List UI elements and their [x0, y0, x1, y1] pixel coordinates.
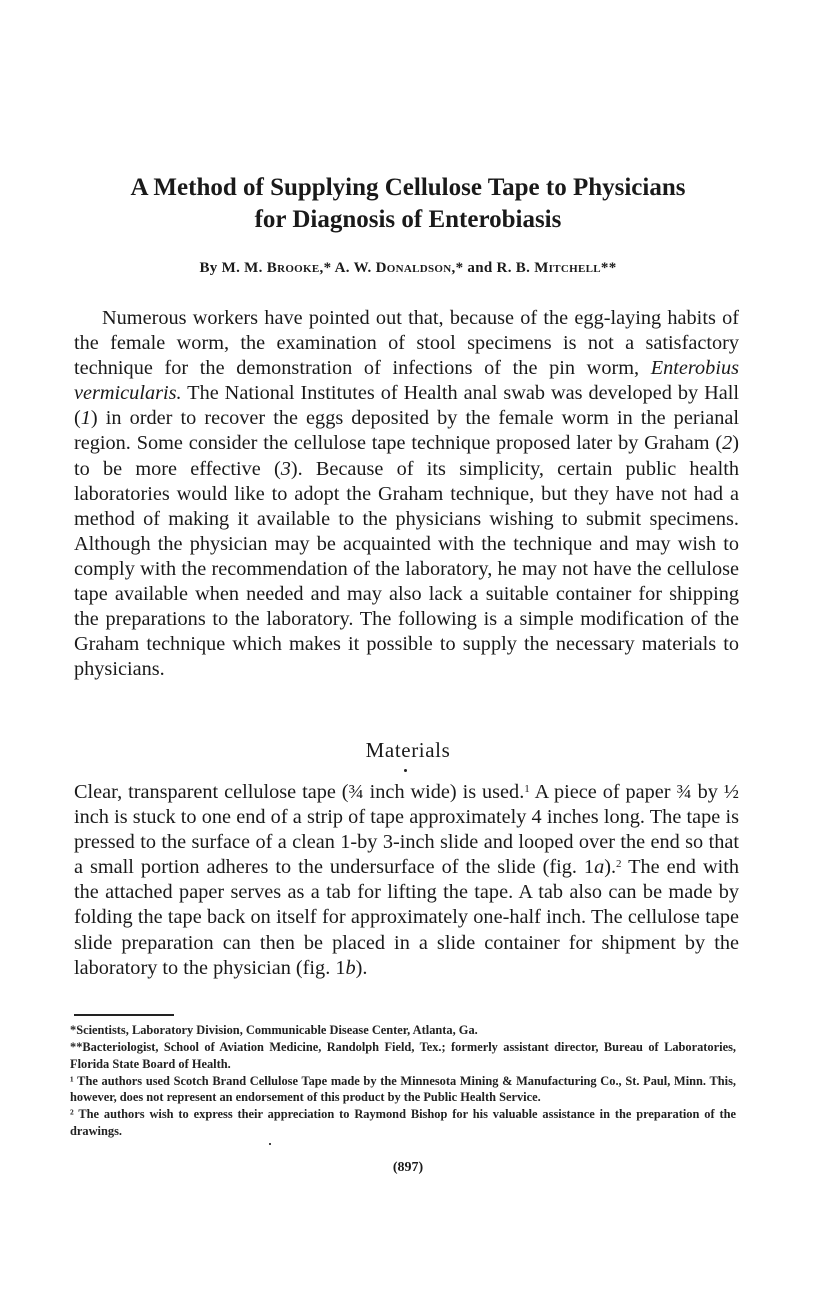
materials-text-2: A piece of paper ¾ by ½ inch is stuck to one end of a strip of tape approximately 4 inches long. The tape is pressed to the surface of a clean 1-by 3-inch slide and looped over the end so that a small portion adheres to the undersurface of the slide (fig. 1	[74, 781, 739, 879]
footnote-ref-2: 2	[616, 858, 622, 871]
intro-text-2: The National Institutes of Health anal swab was developed by Hall (	[74, 382, 739, 430]
print-speck	[269, 1143, 271, 1145]
materials-text-4: The end with the attached paper serves as a tab for lifting the tape. A tab also can be made by folding the tape back on itself for approximately one-half inch. The cellulose tape slide preparation can then be placed in a slide container for shipment by the laboratory to the physician (fig. 1	[74, 856, 739, 979]
intro-text-4: ) to be more effective (	[74, 432, 739, 480]
title-line-1: A Method of Supplying Cellulose Tape to Physicians	[130, 174, 686, 201]
materials-text-1: Clear, transparent cellulose tape (¾ inch wide) is used.	[74, 781, 525, 803]
materials-paragraph	[74, 780, 739, 981]
species-name: Enterobius vermicularis.	[74, 357, 739, 405]
author-brooke: Brooke,	[266, 260, 324, 276]
byline-initials-3: and R. B.	[463, 260, 531, 276]
footnote-rule	[74, 1014, 174, 1016]
byline-initials-2: A. W.	[331, 260, 372, 276]
intro-text-1: Numerous workers have pointed out that, because of the egg-laying habits of the female worm, the examination of stool specimens is not a satisfactory technique for the demonstration of infections of the pin worm,	[74, 307, 739, 380]
author-mark-2: *	[455, 260, 464, 276]
author-mark-3: **	[600, 260, 617, 276]
footnote-tape-brand: ¹ The authors used Scotch Brand Cellulose Tape made by the Minnesota Mining & Manufacturing Co., St. Paul, Minn. This, however, does not represent an endorsement of this product by the Public Health Service.	[70, 1073, 736, 1105]
materials-text-5: ).	[355, 956, 368, 979]
materials-heading: Materials	[365, 738, 451, 762]
materials-text-3: ).	[604, 856, 617, 879]
page-number: (897)	[392, 1160, 424, 1175]
title-line-2: for Diagnosis of Enterobiasis	[254, 206, 562, 233]
footnote-acknowledgment: ² The authors wish to express their appreciation to Raymond Bishop for his valuable assistance in the preparation of the drawings.	[70, 1107, 736, 1139]
footnote-scientists: *Scientists, Laboratory Division, Communicable Disease Center, Atlanta, Ga.	[70, 1023, 478, 1037]
heading-dot	[404, 769, 407, 772]
intro-paragraph	[74, 306, 739, 682]
footnotes	[70, 1022, 736, 1140]
intro-text-3: ) in order to recover the eggs deposited by the female worm in the perianal region. Some consider the cellulose tape technique proposed later by Graham (	[74, 407, 739, 455]
article-title	[40, 172, 776, 236]
figure-ref-b: b	[345, 956, 356, 979]
intro-text-5: ). Because of its simplicity, certain public health laboratories would like to adopt the Graham technique, but they have not had a method of making it available to the physicians wishing to submit specimens. Although the physician may be acquainted with the technique and may wish to comply with the recommendation of the laboratory, he may not have the cellulose tape available when needed and may also lack a suitable container for shipping the preparations to the laboratory. The following is a simple modification of the Graham technique which makes it possible to supply the necessary materials to physicians.	[74, 457, 739, 681]
byline-by: By M. M.	[199, 260, 263, 276]
author-mitchell: Mitchell	[534, 260, 601, 276]
author-donaldson: Donaldson,	[375, 260, 456, 276]
reference-3: 3	[280, 457, 291, 480]
reference-1: 1	[80, 407, 91, 430]
reference-2: 2	[722, 432, 733, 455]
figure-ref-a: a	[594, 856, 605, 879]
author-byline	[40, 260, 776, 277]
footnote-bacteriologist: **Bacteriologist, School of Aviation Medicine, Randolph Field, Tex.; formerly assistant director, Bureau of Laboratories, Florida State Board of Health.	[70, 1040, 736, 1071]
author-mark-1: *	[323, 260, 332, 276]
footnote-ref-1: 1	[524, 783, 530, 795]
